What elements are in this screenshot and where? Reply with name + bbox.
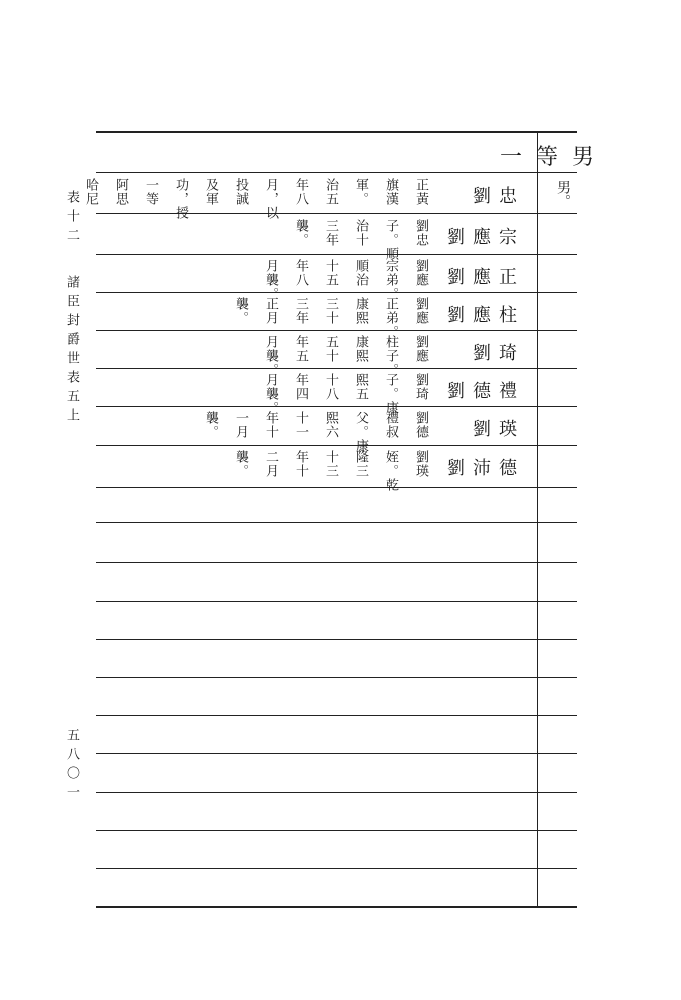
record-column: 年八 bbox=[293, 178, 308, 206]
row-rule bbox=[96, 562, 577, 563]
record-column: 功，授 bbox=[173, 178, 188, 220]
record-column: 三年 bbox=[323, 219, 338, 247]
column-divider bbox=[537, 131, 538, 906]
record-column: 一月 bbox=[233, 411, 248, 439]
record-column: 襲。 bbox=[293, 219, 308, 247]
row-rule bbox=[96, 330, 577, 331]
successor-name: 劉應正 bbox=[447, 267, 525, 288]
record-column: 柱子。 bbox=[383, 335, 398, 377]
row-rule bbox=[96, 487, 577, 488]
record-column: 十五 bbox=[323, 259, 338, 287]
record-column: 年十 bbox=[263, 411, 278, 439]
record-column: 正弟。 bbox=[383, 297, 398, 339]
record-column: 年五 bbox=[293, 335, 308, 363]
row-rule bbox=[96, 445, 577, 446]
record-column: 劉瑛 bbox=[413, 450, 428, 478]
record-column: 正月 bbox=[263, 297, 278, 325]
row-rule bbox=[96, 830, 577, 831]
row-rule bbox=[96, 677, 577, 678]
successor-name: 劉德禮 bbox=[447, 381, 525, 402]
record-column: 哈尼 bbox=[83, 178, 98, 206]
record-column: 子。順 bbox=[383, 219, 398, 261]
row-rule bbox=[96, 213, 577, 214]
chapter-label: 表十二 bbox=[64, 190, 79, 247]
record-column: 劉忠 bbox=[413, 219, 428, 247]
record-column: 三年 bbox=[293, 297, 308, 325]
record-column: 襲。 bbox=[233, 450, 248, 478]
record-column: 正黃 bbox=[413, 178, 428, 206]
record-column: 康熙 bbox=[353, 335, 368, 363]
record-column: 禮叔 bbox=[383, 411, 398, 439]
record-column: 宗弟。 bbox=[383, 259, 398, 301]
row-rule bbox=[96, 292, 577, 293]
record-column: 二月 bbox=[263, 450, 278, 478]
record-column: 熙六 bbox=[323, 411, 338, 439]
record-column: 姪。乾 bbox=[383, 450, 398, 492]
table-title: 一等男 bbox=[500, 145, 609, 170]
record-column: 襲。 bbox=[203, 411, 218, 439]
record-column: 十八 bbox=[323, 373, 338, 401]
row-rule bbox=[96, 868, 577, 869]
successor-name: 劉應柱 bbox=[447, 305, 525, 326]
record-column: 軍。 bbox=[353, 178, 368, 206]
record-column: 劉應 bbox=[413, 335, 428, 363]
record-column: 劉應 bbox=[413, 297, 428, 325]
successor-name: 劉忠 bbox=[473, 186, 525, 207]
row-rule bbox=[96, 406, 577, 407]
record-column: 子。康 bbox=[383, 373, 398, 415]
record-column: 劉德 bbox=[413, 411, 428, 439]
record-column: 十一 bbox=[293, 411, 308, 439]
record-column: 治十 bbox=[353, 219, 368, 247]
header-bottom-rule bbox=[96, 172, 577, 173]
page-number: 五八〇一 bbox=[64, 728, 79, 804]
successor-name: 劉應宗 bbox=[447, 227, 525, 248]
record-column: 月，以 bbox=[263, 178, 278, 220]
row-rule bbox=[96, 715, 577, 716]
record-column: 襲。 bbox=[233, 297, 248, 325]
record-column: 隆三 bbox=[353, 450, 368, 478]
table-bottom-border bbox=[96, 906, 577, 908]
record-column: 劉琦 bbox=[413, 373, 428, 401]
record-column: 月襲。 bbox=[263, 335, 278, 377]
record-column: 順治 bbox=[353, 259, 368, 287]
record-column: 年十 bbox=[293, 450, 308, 478]
record-column: 治五 bbox=[323, 178, 338, 206]
record-column: 月襲。 bbox=[263, 373, 278, 415]
record-column: 旗漢 bbox=[383, 178, 398, 206]
record-column: 熙五 bbox=[353, 373, 368, 401]
record-column: 年八 bbox=[293, 259, 308, 287]
record-column: 父。康 bbox=[353, 411, 368, 453]
row-rule bbox=[96, 254, 577, 255]
record-column: 劉應 bbox=[413, 259, 428, 287]
successor-name: 劉瑛 bbox=[473, 419, 525, 440]
row-rule bbox=[96, 522, 577, 523]
record-column: 一等 bbox=[143, 178, 158, 206]
row-rule bbox=[96, 792, 577, 793]
section-label: 諸臣封爵世表五上 bbox=[64, 275, 79, 427]
record-column: 年四 bbox=[293, 373, 308, 401]
record-column: 投誠 bbox=[233, 178, 248, 206]
rank-suffix: 男。 bbox=[555, 180, 571, 208]
record-column: 十三 bbox=[323, 450, 338, 478]
record-column: 阿思 bbox=[113, 178, 128, 206]
row-rule bbox=[96, 753, 577, 754]
record-column: 康熙 bbox=[353, 297, 368, 325]
record-column: 三十 bbox=[323, 297, 338, 325]
row-rule bbox=[96, 639, 577, 640]
table-top-border bbox=[96, 131, 577, 133]
record-column: 及軍 bbox=[203, 178, 218, 206]
row-rule bbox=[96, 601, 577, 602]
record-column: 月襲。 bbox=[263, 259, 278, 301]
row-rule bbox=[96, 368, 577, 369]
successor-name: 劉沛德 bbox=[447, 458, 525, 479]
record-column: 五十 bbox=[323, 335, 338, 363]
successor-name: 劉琦 bbox=[473, 343, 525, 364]
